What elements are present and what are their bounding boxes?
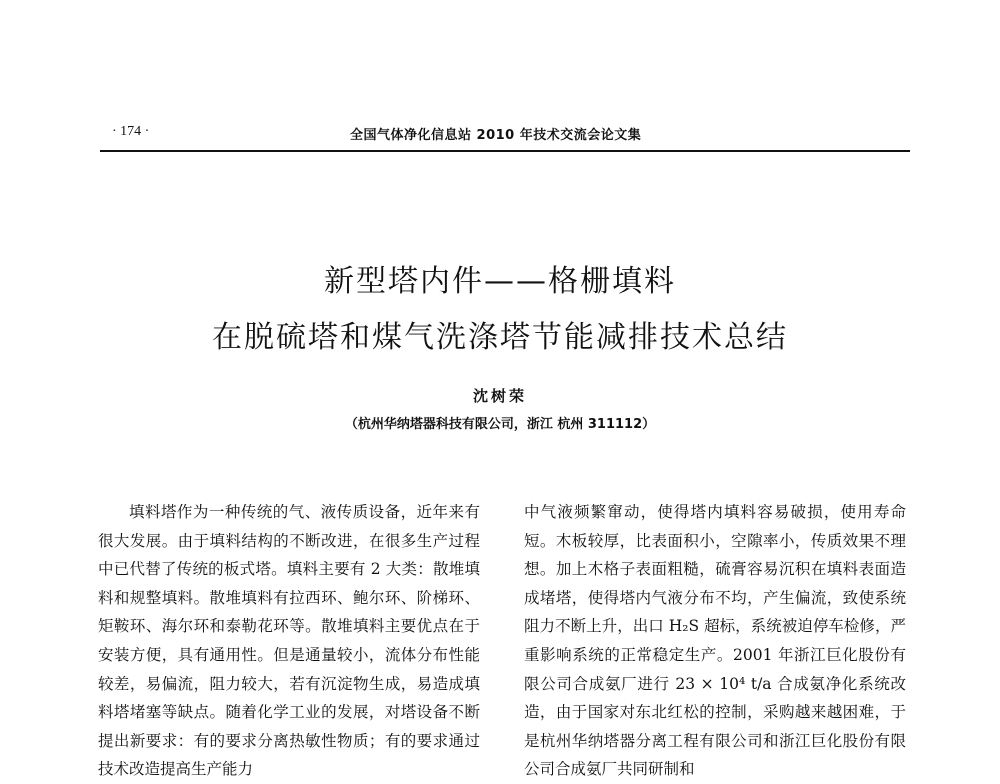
article-title-line-1: 新型塔内件——格栅填料 bbox=[324, 264, 676, 299]
journal-title: 全国气体净化信息站 2010 年技术交流会论文集 bbox=[350, 128, 642, 143]
body-paragraph-right: 中气液频繁窜动，使得塔内填料容易破损，使用寿命短。木板较厚，比表面积小，空隙率小，传质效果不理想。加上木格子表面粗糙，硫膏容易沉积在填料表面造成堵塔，使得塔内气液分布不均，产生偏流，致使系统阻力不断上升，出口 H₂S 超标，系统被迫停车检修，严重影响系统的正常稳定生产。2001 年浙江巨化股份有限公司合成氨厂进行 23 × 10⁴ t/a 合成氨净化系统改造，由于国家对东北红松的控制，采购越来越困难，于是杭州华纳塔器分离工程有限公司和浙江巨化股份有限公司合成氨厂共同研制和 bbox=[524, 503, 906, 779]
page-number: · 174 · bbox=[112, 124, 150, 139]
author-affiliation: （杭州华纳塔器科技有限公司，浙江 杭州 311112） bbox=[344, 417, 656, 432]
article-title-line-2: 在脱硫塔和煤气洗涤塔节能减排技术总结 bbox=[212, 320, 788, 355]
header-rule bbox=[100, 150, 910, 152]
body-column-left bbox=[98, 498, 480, 784]
running-header bbox=[100, 120, 910, 150]
body-column-right bbox=[524, 498, 906, 784]
author-name: 沈树荣 bbox=[472, 387, 527, 405]
body-paragraph-left: 填料塔作为一种传统的气、液传质设备，近年来有很大发展。由于填料结构的不断改进，在很多生产过程中已代替了传统的板式塔。填料主要有 2 大类：散堆填料和规整填料。散堆填料有拉西环、鲍尔环、阶梯环、矩鞍环、海尔环和泰勒花环等。散堆填料主要优点在于安装方便，具有通用性。但是通量较小，流体分布性能较差，易偏流，阻力较大，若有沉淀物生成，易造成填料塔堵塞等缺点。随着化学工业的发展，对塔设备不断提出新要求：有的要求分离热敏性物质；有的要求通过技术改造提高生产能力 bbox=[98, 503, 480, 779]
